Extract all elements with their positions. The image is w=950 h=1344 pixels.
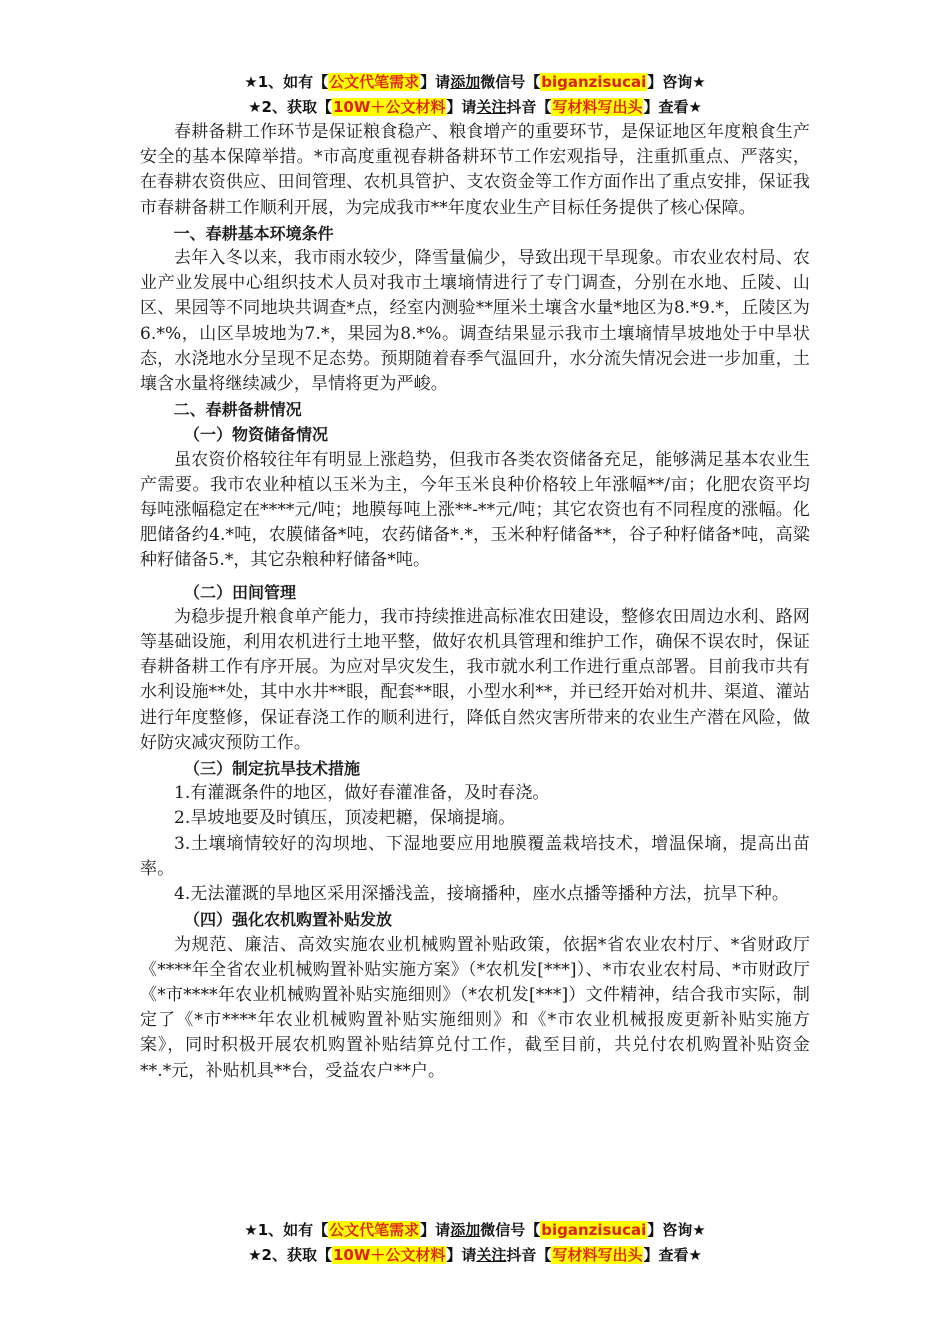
list-item-1: 1.有灌溉条件的地区，做好春灌准备，及时春浇。	[174, 783, 550, 804]
banner-text: 】请	[446, 1246, 477, 1264]
banner-underline: 添加	[450, 1221, 481, 1239]
section-2-1-paragraph: 虽农资价格较往年有明显上涨趋势，但我市各类农资储备充足，能够满足基本农业生产需要。我市农业种植以玉米为主，今年玉米良种价格较上年涨幅**/亩；化肥农资平均每吨涨幅稳定在****元/吨；地膜每吨上涨**-**元/吨；其它农资也有不同程度的涨幅。化肥储备约4.*吨，农膜储备*吨，农药储备*.*，玉米种籽储备**，谷子种籽储备*吨，高粱种籽储备5.*，其它杂粮种籽储备*吨。	[140, 449, 810, 571]
header-banner	[140, 70, 810, 120]
banner-line-1	[140, 70, 810, 95]
banner-text: ★1、如有【	[244, 73, 329, 91]
footer-banner	[140, 1218, 810, 1268]
banner-text: ★1、如有【	[244, 1221, 329, 1239]
section-2-2-heading: （二）田间管理	[184, 582, 297, 602]
banner-text: 】查看★	[643, 98, 702, 116]
banner-text: ★2、获取【	[248, 1246, 332, 1264]
section-2-4-heading: （四）强化农机购置补贴发放	[184, 910, 393, 930]
section-2-1-heading: （一）物资储备情况	[184, 425, 329, 445]
banner-underline: 添加	[450, 73, 481, 91]
banner-highlight: 公文代笔需求	[329, 73, 420, 91]
banner-text: 微信号【	[480, 1221, 541, 1239]
section-1-heading: 一、春耕基本环境条件	[173, 223, 334, 243]
section-2-heading: 二、春耕备耕情况	[173, 400, 302, 420]
banner-highlight: 10W＋公文材料	[332, 98, 446, 116]
banner-highlight: biganzisucai	[541, 1221, 647, 1239]
banner-text: 抖音【	[506, 98, 552, 116]
banner-highlight: 10W＋公文材料	[332, 1246, 446, 1264]
banner-highlight: 写材料写出头	[552, 98, 643, 116]
banner-underline: 关注	[476, 1246, 507, 1264]
banner-text: ★2、获取【	[248, 98, 332, 116]
list-item-4: 4.无法灌溉的旱地区采用深播浅盖，接墒播种，座水点播等播种方法，抗旱下种。	[174, 884, 789, 905]
banner-text: 】咨询★	[647, 73, 706, 91]
banner-highlight: 写材料写出头	[552, 1246, 643, 1264]
banner-text: 】查看★	[643, 1246, 702, 1264]
banner-highlight: 公文代笔需求	[329, 1221, 420, 1239]
section-2-2-paragraph: 为稳步提升粮食单产能力，我市持续推进高标准农田建设，整修农田周边水利、路网等基础设施，利用农机进行土地平整，做好农机具管理和维护工作，确保不误农时，保证春耕备耕工作有序开展。为应对旱灾发生，我市就水利工作进行重点部署。目前我市共有水利设施**处，其中水井**眼，配套**眼，小型水利**，并已经开始对机井、渠道、灌站进行年度整修，保证春浇工作的顺利进行，降低自然灾害所带来的农业生产潜在风险，做好防灾减灾预防工作。	[140, 606, 810, 753]
banner-underline: 关注	[476, 98, 507, 116]
banner-text: 】请	[446, 98, 477, 116]
banner-text: 】请	[420, 1221, 451, 1239]
banner-line-2	[140, 95, 810, 120]
banner-text: 】请	[420, 73, 451, 91]
banner-text: 微信号【	[480, 73, 541, 91]
banner-line-1	[140, 1218, 810, 1243]
banner-line-2	[140, 1243, 810, 1268]
banner-highlight: biganzisucai	[541, 73, 647, 91]
document-page	[140, 70, 810, 1264]
list-item-3: 3.土壤墒情较好的沟坝地、下湿地要应用地膜覆盖栽培技术，增温保墒，提高出苗率。	[140, 833, 810, 879]
section-2-3-heading: （三）制定抗旱技术措施	[184, 759, 361, 779]
intro-paragraph: 春耕备耕工作环节是保证粮食稳产、粮食增产的重要环节，是保证地区年度粮食生产安全的基本保障举措。*市高度重视春耕备耕环节工作宏观指导，注重抓重点、严落实，在春耕农资供应、田间管理、农机具管护、支农资金等工作方面作出了重点安排，保证我市春耕备耕工作顺利开展，为完成我市**年度农业生产目标任务提供了核心保障。	[140, 122, 810, 218]
section-1-paragraph: 去年入冬以来，我市雨水较少，降雪量偏少，导致出现干旱现象。市农业农村局、农业产业发展中心组织技术人员对我市土壤墒情进行了专门调查，分别在水地、丘陵、山区、果园等不同地块共调查*点，经室内测验**厘米土壤含水量*地区为8.*9.*，丘陵区为6.*%，山区旱坡地为7.*，果园为8.*%。调查结果显示我市土壤墒情旱坡地处于中旱状态，水浇地水分呈现不足态势。预期随着春季气温回升，水分流失情况会进一步加重，土壤含水量将继续减少，旱情将更为严峻。	[140, 248, 810, 395]
banner-text: 】咨询★	[647, 1221, 706, 1239]
list-item-2: 2.旱坡地要及时镇压，顶凌耙耱，保墒提墒。	[174, 808, 516, 829]
section-2-4-paragraph: 为规范、廉洁、高效实施农业机械购置补贴政策，依据*省农业农村厅、*省财政厅《****年全省农业机械购置补贴实施方案》（*农机发[***]）、*市农业农村局、*市财政厅《*市****年农业机械购置补贴实施细则》（*农机发[***]）文件精神，结合我市实际，制定了《*市****年农业机械购置补贴实施细则》和《*市农业机械报废更新补贴实施方案》，同时积极开展农机购置补贴结算兑付工作，截至目前，共兑付农机购置补贴资金**.*元，补贴机具**台，受益农户**户。	[140, 934, 810, 1081]
banner-text: 抖音【	[506, 1246, 552, 1264]
